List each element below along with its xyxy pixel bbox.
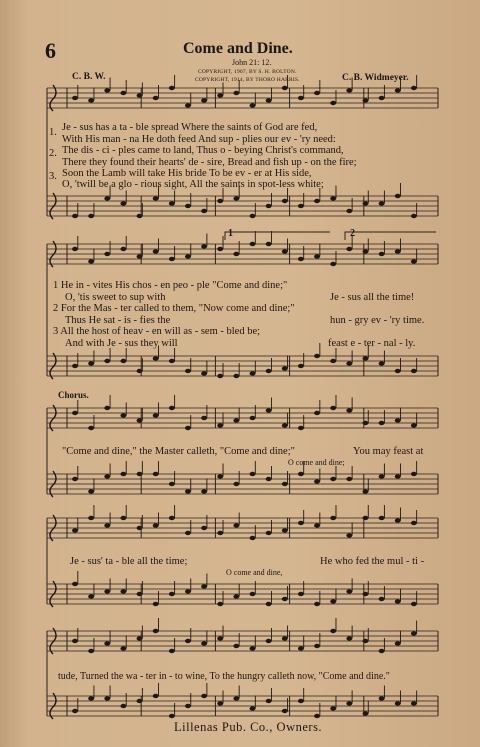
note-head <box>314 199 320 203</box>
note-head <box>379 597 385 601</box>
note-head <box>379 96 385 100</box>
note-head <box>298 96 304 100</box>
chorus-line-1: "Come and dine," the Master calleth, "Come and dine;" <box>62 446 295 457</box>
note-head <box>120 646 126 650</box>
note-head <box>88 516 94 520</box>
verse-number-1: 1. <box>49 127 57 138</box>
note-head <box>104 523 110 527</box>
note-head <box>379 252 385 256</box>
note-head <box>411 701 417 705</box>
note-head <box>201 584 207 588</box>
note-head <box>346 247 352 251</box>
note-head <box>104 359 110 363</box>
note-head <box>314 644 320 648</box>
note-head <box>282 528 288 532</box>
note-head <box>72 364 78 368</box>
note-head <box>185 369 191 373</box>
note-head <box>395 599 401 603</box>
note-head <box>314 411 320 415</box>
note-head <box>330 262 336 266</box>
note-head <box>298 204 304 208</box>
note-head <box>250 706 256 710</box>
note-head <box>266 477 272 481</box>
note-head <box>346 88 352 92</box>
note-head <box>120 472 126 476</box>
note-head <box>314 479 320 483</box>
note-head <box>201 641 207 645</box>
note-head <box>346 361 352 365</box>
note-head <box>153 629 159 633</box>
note-head <box>411 369 417 373</box>
note-head <box>72 582 78 586</box>
note-head <box>185 639 191 643</box>
note-head <box>201 694 207 698</box>
chorus-line-2: You may feast at <box>353 446 424 457</box>
note-head <box>104 474 110 478</box>
note-head <box>88 489 94 493</box>
note-head <box>395 88 401 92</box>
note-head <box>282 482 288 486</box>
verse3-line-c: 3 All the host of heav - en will as - sem - bled be; <box>53 326 261 337</box>
lyricist-credit: C. B. W. <box>72 72 106 82</box>
note-head <box>379 201 385 205</box>
scripture-reference: John 21: 12. <box>232 58 272 67</box>
note-head <box>233 91 239 95</box>
note-head <box>185 589 191 593</box>
note-head <box>201 526 207 530</box>
note-head <box>266 242 272 246</box>
note-head <box>411 472 417 476</box>
note-head <box>217 602 223 606</box>
note-head <box>411 423 417 427</box>
note-head <box>72 411 78 415</box>
note-head <box>330 359 336 363</box>
chorus-label: Chorus. <box>58 390 89 400</box>
note-head <box>346 701 352 705</box>
note-head <box>266 369 272 373</box>
note-head <box>379 696 385 700</box>
note-head <box>72 528 78 532</box>
note-head <box>346 209 352 213</box>
note-head <box>185 704 191 708</box>
note-head <box>233 696 239 700</box>
note-head <box>88 259 94 263</box>
note-head <box>395 249 401 253</box>
note-head <box>169 257 175 261</box>
note-head <box>314 523 320 527</box>
note-head <box>153 602 159 606</box>
note-head <box>346 408 352 412</box>
note-head <box>185 254 191 258</box>
note-head <box>250 103 256 107</box>
note-head <box>169 649 175 653</box>
note-head <box>379 421 385 425</box>
ending-bracket <box>345 232 436 240</box>
note-head <box>120 704 126 708</box>
note-head <box>282 249 288 253</box>
note-head <box>169 359 175 363</box>
note-head <box>88 594 94 598</box>
note-head <box>298 364 304 368</box>
note-head <box>153 472 159 476</box>
note-head <box>266 98 272 102</box>
note-head <box>282 636 288 640</box>
note-head <box>120 413 126 417</box>
note-head <box>185 103 191 107</box>
note-head <box>153 196 159 200</box>
second-ending-label: 2 <box>350 228 355 239</box>
note-head <box>330 629 336 633</box>
note-head <box>233 523 239 527</box>
note-head <box>379 474 385 478</box>
note-head <box>282 423 288 427</box>
note-head <box>169 201 175 205</box>
note-head <box>217 374 223 378</box>
note-head <box>250 536 256 540</box>
note-head <box>217 636 223 640</box>
note-head <box>298 592 304 596</box>
note-head <box>169 406 175 410</box>
verse1-line-c: 1 He in - vites His chos - en peo - ple "Come and dine;" <box>53 280 288 291</box>
note-head <box>379 649 385 653</box>
verse-number-3: 3. <box>49 171 57 182</box>
note-head <box>282 86 288 90</box>
copyright-line-1: COPYRIGHT, 1907, BY S. H. BOLTON. <box>198 69 297 75</box>
composer-credit: C. B. Widmeyer. <box>342 73 409 83</box>
note-head <box>298 646 304 650</box>
note-head <box>330 706 336 710</box>
note-head <box>346 533 352 537</box>
note-head <box>346 589 352 593</box>
note-head <box>314 714 320 718</box>
note-head <box>233 644 239 648</box>
note-head <box>104 696 110 700</box>
note-head <box>346 636 352 640</box>
note-head <box>217 474 223 478</box>
note-head <box>266 699 272 703</box>
note-head <box>298 257 304 261</box>
note-head <box>314 602 320 606</box>
note-head <box>330 516 336 520</box>
verse1-line-a: Je - sus has a ta - ble spread Where the saints of God are fed, <box>62 122 318 133</box>
note-head <box>88 214 94 218</box>
note-head <box>72 477 78 481</box>
note-head <box>88 361 94 365</box>
verse3-line-d: And with Je - sus they will <box>65 338 178 349</box>
note-head <box>169 592 175 596</box>
note-head <box>233 374 239 378</box>
note-head <box>153 249 159 253</box>
note-head <box>72 96 78 100</box>
note-head <box>153 96 159 100</box>
note-head <box>250 416 256 420</box>
note-head <box>120 359 126 363</box>
note-head <box>250 472 256 476</box>
verse2-line-b: There they found their hearts' de - sire, Bread and fish up - on the fire; <box>62 157 357 168</box>
note-head <box>250 646 256 650</box>
first-ending-label: 1 <box>228 228 233 239</box>
note-head <box>217 93 223 97</box>
chorus-line-3: Je - sus' ta - ble all the time; <box>70 556 188 567</box>
note-head <box>185 426 191 430</box>
note-head <box>314 91 320 95</box>
note-head <box>104 252 110 256</box>
note-head <box>104 406 110 410</box>
note-head <box>330 196 336 200</box>
note-head <box>330 599 336 603</box>
note-head <box>217 247 223 251</box>
note-head <box>314 354 320 358</box>
note-head <box>379 361 385 365</box>
note-head <box>201 209 207 213</box>
note-head <box>282 199 288 203</box>
note-head <box>395 518 401 522</box>
note-head <box>153 523 159 527</box>
note-head <box>250 214 256 218</box>
note-head <box>88 696 94 700</box>
ending-brackets <box>225 232 436 240</box>
note-head <box>169 86 175 90</box>
verse3-line-a: Soon the Lamb will take His bride To be ev - er at His side, <box>62 168 312 179</box>
note-head <box>185 204 191 208</box>
note-head <box>153 694 159 698</box>
note-head <box>185 531 191 535</box>
note-head <box>395 369 401 373</box>
note-head <box>201 244 207 248</box>
note-head <box>330 477 336 481</box>
note-head <box>395 194 401 198</box>
note-head <box>153 413 159 417</box>
note-head <box>411 521 417 525</box>
note-head <box>88 98 94 102</box>
ending-bracket <box>225 232 330 240</box>
note-head <box>104 196 110 200</box>
note-head <box>104 641 110 645</box>
note-head <box>217 199 223 203</box>
note-head <box>120 247 126 251</box>
note-head <box>201 98 207 102</box>
note-head <box>153 356 159 360</box>
note-head <box>169 714 175 718</box>
note-head <box>201 371 207 375</box>
note-head <box>250 592 256 596</box>
note-head <box>185 489 191 493</box>
note-head <box>282 709 288 713</box>
note-head <box>120 91 126 95</box>
note-head <box>314 254 320 258</box>
page-number: 6 <box>45 38 56 63</box>
note-head <box>217 701 223 705</box>
note-head <box>250 242 256 246</box>
note-head <box>411 86 417 90</box>
note-head <box>395 641 401 645</box>
note-head <box>72 247 78 251</box>
note-head <box>298 699 304 703</box>
note-head <box>233 252 239 256</box>
note-head <box>411 631 417 635</box>
note-head <box>72 709 78 713</box>
note-head <box>411 602 417 606</box>
hymn-title: Come and Dine. <box>183 40 293 57</box>
note-head <box>266 602 272 606</box>
chorus-line-5: tude, Turned the wa - ter in - to wine, To the hungry calleth now, "Come and dine." <box>58 671 390 682</box>
note-head <box>298 521 304 525</box>
note-head <box>233 418 239 422</box>
note-head <box>411 214 417 218</box>
note-head <box>266 639 272 643</box>
note-head <box>169 516 175 520</box>
note-head <box>120 589 126 593</box>
chorus-echo-1: O come and dine; <box>288 458 345 467</box>
verse2-line-a: The dis - ci - ples came to land, Thus o - beying Christ's command, <box>62 145 344 156</box>
verse2-line-e: hun - gry ev - 'ry time. <box>330 315 425 326</box>
note-head <box>120 516 126 520</box>
chorus-echo-2: O come and dine, <box>226 568 283 577</box>
verse-number-2: 2. <box>49 148 57 159</box>
note-head <box>395 701 401 705</box>
note-head <box>282 597 288 601</box>
chorus-line-4: He who fed the mul - ti - <box>320 556 425 567</box>
note-head <box>282 366 288 370</box>
verse2-line-d: Thus He sat - is - fies the <box>65 315 171 326</box>
note-head <box>395 474 401 478</box>
note-head <box>330 101 336 105</box>
note-head <box>233 196 239 200</box>
verse1-line-b: With His man - na He doth feed And sup - plies our ev - 'ry need: <box>62 134 336 145</box>
note-head <box>379 516 385 520</box>
verse1-line-e: Je - sus all the time! <box>330 292 415 303</box>
note-head <box>250 371 256 375</box>
note-head <box>346 477 352 481</box>
note-head <box>266 408 272 412</box>
note-head <box>120 201 126 205</box>
note-head <box>411 259 417 263</box>
verse2-line-c: 2 For the Mas - ter called to them, "Now come and dine;" <box>53 303 295 314</box>
publisher-footer: Lillenas Pub. Co., Owners. <box>174 720 323 734</box>
note-head <box>298 426 304 430</box>
note-head <box>330 406 336 410</box>
note-head <box>217 531 223 535</box>
note-head <box>233 594 239 598</box>
verse3-line-b: O, 'twill be a glo - rious sight, All the saints in spot-less white; <box>62 179 324 190</box>
verse3-line-e: feast e - ter - nal - ly. <box>328 338 416 349</box>
note-head <box>201 416 207 420</box>
note-head <box>169 482 175 486</box>
note-head <box>72 214 78 218</box>
note-head <box>217 423 223 427</box>
note-head <box>266 204 272 208</box>
note-head <box>72 639 78 643</box>
note-head <box>395 418 401 422</box>
note-head <box>298 472 304 476</box>
note-head <box>88 649 94 653</box>
note-head <box>104 88 110 92</box>
note-head <box>266 531 272 535</box>
note-head <box>233 482 239 486</box>
note-head <box>104 589 110 593</box>
copyright-line-2: COPYRIGHT, 1914, BY THORO HARRIS. <box>195 77 300 83</box>
note-head <box>201 489 207 493</box>
verse1-line-d: O, 'tis sweet to sup with <box>65 292 166 303</box>
note-head <box>88 426 94 430</box>
